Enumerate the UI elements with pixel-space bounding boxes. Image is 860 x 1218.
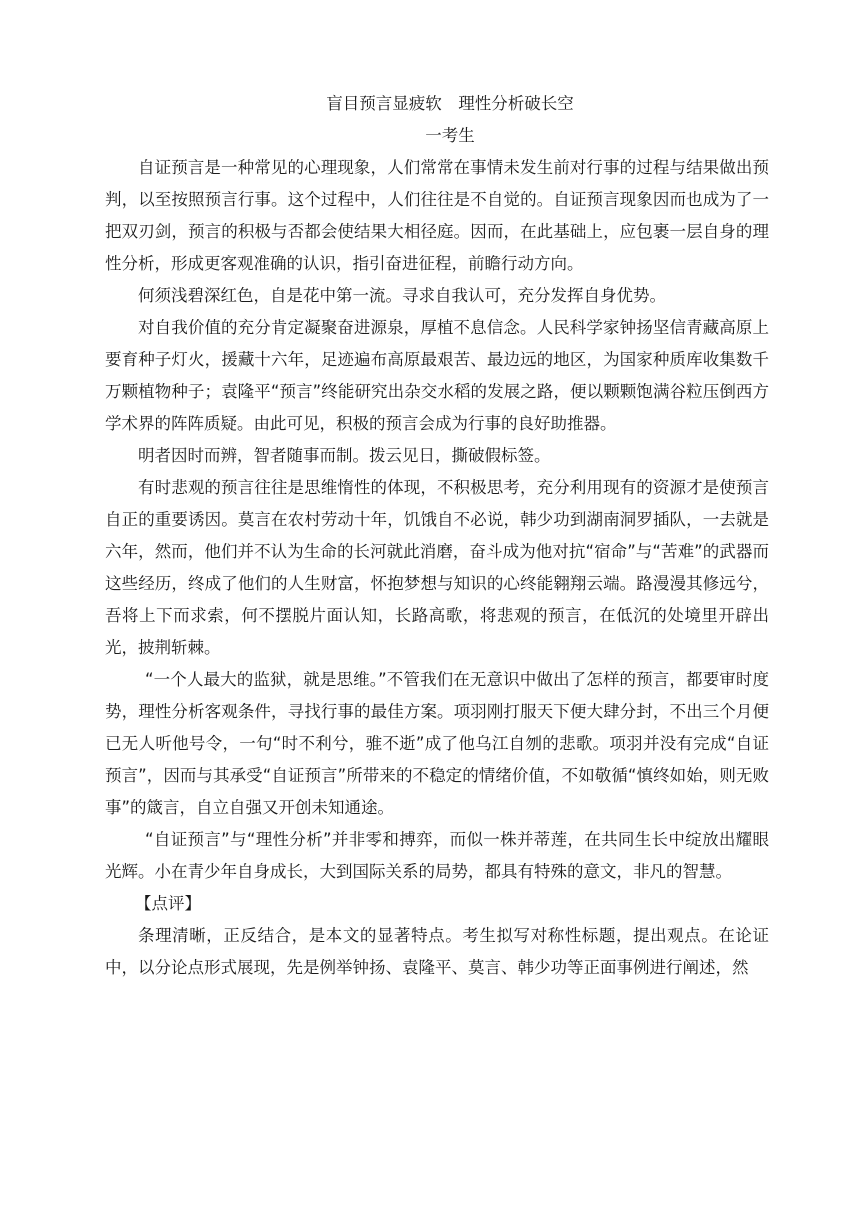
essay-title: 盲目预言显疲软 理性分析破长空 — [326, 94, 574, 113]
paragraph-intro: 自证预言是一种常见的心理现象，人们常常在事情未发生前对行事的过程与结果做出预判，以至按照预言行事。这个过程中，人们往往是不自觉的。自证预言现象因而也成为了一把双刃剑，预言的积极与否都会使结果大相径庭。因而，在此基础上，应包裹一层自身的理性分析，形成更客观准确的认识，指引奋进征程，前瞻行动方向。 — [105, 158, 769, 273]
paragraph-example-1: 对自我价值的充分肯定凝聚奋进源泉，厚植不息信念。人民科学家钟扬坚信青藏高原上要育种子灯火，援藏十六年，足迹遍布高原最艰苦、最边远的地区，为国家种质库收集数千万颗植物种子；袁隆平“预言”终能研究出杂交水稻的发展之路，便以颗颗饱满谷粒压倒西方学术界的阵阵质疑。由此可见，积极的预言会成为行事的良好助推器。 — [105, 318, 769, 433]
paragraph-example-3: “一个人最大的监狱，就是思维。”不管我们在无意识中做出了怎样的预言，都要审时度势，理性分析客观条件，寻找行事的最佳方案。项羽刚打服天下便大肆分封，不出三个月便已无人听他号令，一句“时不利兮，骓不逝”成了他乌江自刎的悲歌。项羽并没有完成“自证预言”，因而与其承受“自证预言”所带来的不稳定的情绪价值，不如敬循“慎终如始，则无败事”的箴言，自立自强又开创未知通途。 — [105, 670, 769, 817]
paragraph-example-2: 有时悲观的预言往往是思维惰性的体现，不积极思考，充分利用现有的资源才是使预言自正的重要诱因。莫言在农村劳动十年，饥饿自不必说，韩少功到湖南洞罗插队，一去就是六年，然而，他们并不认为生命的长河就此消磨，奋斗成为他对抗“宿命”与“苦难”的武器而这些经历，终成了他们的人生财富，怀抱梦想与知识的心终能翱翔云端。路漫漫其修远兮，吾将上下而求索，何不摆脱片面认知，长路高歌，将悲观的预言，在低沉的处境里开辟出光，披荆斩棘。 — [105, 478, 769, 657]
essay-author: 一考生 — [425, 126, 475, 145]
comment-heading: 【点评】 — [135, 894, 201, 913]
paragraph-subpoint-1: 何须浅碧深红色，自是花中第一流。寻求自我认可，充分发挥自身优势。 — [138, 286, 666, 305]
paragraph-conclusion: “自证预言”与“理性分析”并非零和搏弈，而似一株并蒂莲，在共同生长中绽放出耀眼光辉。小在青少年自身成长，大到国际关系的局势，都具有特殊的意文，非凡的智慧。 — [105, 830, 769, 881]
essay-page — [105, 88, 769, 984]
paragraph-subpoint-2: 明者因时而辨，智者随事而制。拨云见日，撕破假标签。 — [138, 446, 551, 465]
comment-paragraph: 条理清晰，正反结合，是本文的显著特点。考生拟写对称性标题，提出观点。在论证中，以分论点形式展现，先是例举钟扬、袁隆平、莫言、韩少功等正面事例进行阐述，然 — [105, 926, 769, 977]
